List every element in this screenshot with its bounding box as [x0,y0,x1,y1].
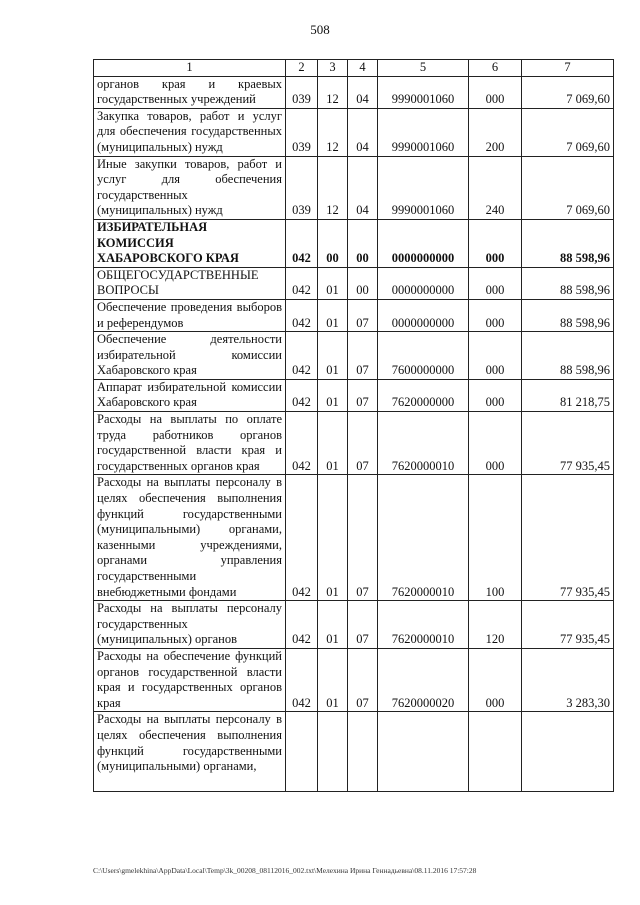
file-path-footer: C:\Users\gmelekhina\AppData\Local\Temp\3k_00208_08112016_002.txt\Мелехина Ирина Геннадьевна\08.11.2016 17:57:28 [93,866,477,875]
col-header-1: 1 [94,60,286,77]
row-admin-code [286,712,318,792]
row-amount: 88 598,96 [522,299,614,331]
row-amount: 88 598,96 [522,332,614,380]
row-admin-code: 042 [286,601,318,649]
table-row [94,332,614,380]
row-admin-code: 042 [286,648,318,711]
row-admin-code: 042 [286,267,318,299]
row-section [318,712,348,792]
row-name: Расходы на обеспечение функций органов государственной власти края и государственных органов края [94,648,286,711]
row-name: ОБЩЕГОСУДАРСТВЕННЫЕ ВОПРОСЫ [94,267,286,299]
budget-table [93,59,614,792]
row-subsection: 07 [348,332,378,380]
row-subsection: 07 [348,601,378,649]
row-target-article: 9990001060 [378,156,469,219]
row-target-article: 0000000000 [378,219,469,267]
row-expense-type: 000 [469,648,522,711]
row-target-article: 7620000010 [378,601,469,649]
table-row [94,475,614,601]
table-row [94,379,614,411]
row-name: ИЗБИРАТЕЛЬНАЯ КОМИССИЯ ХАБАРОВСКОГО КРАЯ [94,219,286,267]
row-target-article: 0000000000 [378,267,469,299]
row-section: 01 [318,299,348,331]
row-name: Расходы на выплаты по оплате труда работников органов государственной власти края и государственных органов края [94,412,286,475]
row-section: 01 [318,332,348,380]
row-target-article [378,712,469,792]
row-expense-type: 200 [469,108,522,156]
row-target-article: 7620000000 [378,379,469,411]
row-amount: 7 069,60 [522,76,614,108]
row-section: 01 [318,412,348,475]
col-header-6: 6 [469,60,522,77]
row-section: 12 [318,76,348,108]
row-subsection: 07 [348,379,378,411]
row-subsection: 07 [348,648,378,711]
table-row [94,648,614,711]
row-name: Иные закупки товаров, работ и услуг для обеспечения государственных (муниципальных) нужд [94,156,286,219]
row-expense-type: 000 [469,299,522,331]
row-subsection: 04 [348,108,378,156]
row-subsection: 07 [348,412,378,475]
row-admin-code: 042 [286,219,318,267]
row-target-article: 9990001060 [378,108,469,156]
row-expense-type: 240 [469,156,522,219]
row-name: Обеспечение проведения выборов и референдумов [94,299,286,331]
table-row [94,267,614,299]
row-admin-code: 039 [286,156,318,219]
row-admin-code: 042 [286,299,318,331]
row-subsection: 04 [348,76,378,108]
table-row [94,219,614,267]
row-expense-type: 100 [469,475,522,601]
row-expense-type: 000 [469,412,522,475]
row-section: 01 [318,475,348,601]
row-target-article: 7600000000 [378,332,469,380]
row-admin-code: 039 [286,108,318,156]
row-admin-code: 042 [286,332,318,380]
row-section: 01 [318,379,348,411]
row-section: 01 [318,648,348,711]
row-name: Обеспечение деятельности избирательной комиссии Хабаровского края [94,332,286,380]
row-section: 12 [318,156,348,219]
row-name: Закупка товаров, работ и услуг для обеспечения государственных (муниципальных) нужд [94,108,286,156]
row-section: 00 [318,219,348,267]
table-row [94,156,614,219]
table-row [94,299,614,331]
table-row [94,108,614,156]
row-subsection: 04 [348,156,378,219]
table-row [94,601,614,649]
row-section: 01 [318,601,348,649]
header-row [94,60,614,77]
row-name: органов края и краевых государственных учреждений [94,76,286,108]
col-header-5: 5 [378,60,469,77]
col-header-2: 2 [286,60,318,77]
row-expense-type: 000 [469,219,522,267]
row-subsection [348,712,378,792]
row-expense-type: 000 [469,267,522,299]
row-target-article: 7620000020 [378,648,469,711]
row-amount: 81 218,75 [522,379,614,411]
page-number: 508 [310,22,330,37]
row-admin-code: 042 [286,475,318,601]
row-admin-code: 042 [286,412,318,475]
row-admin-code: 039 [286,76,318,108]
row-amount [522,712,614,792]
row-section: 01 [318,267,348,299]
row-amount: 88 598,96 [522,219,614,267]
row-amount: 88 598,96 [522,267,614,299]
row-target-article: 0000000000 [378,299,469,331]
row-amount: 77 935,45 [522,601,614,649]
row-amount: 7 069,60 [522,156,614,219]
table-row [94,712,614,792]
row-expense-type: 000 [469,379,522,411]
row-section: 12 [318,108,348,156]
row-amount: 7 069,60 [522,108,614,156]
row-expense-type: 000 [469,332,522,380]
col-header-3: 3 [318,60,348,77]
row-expense-type: 000 [469,76,522,108]
row-amount: 77 935,45 [522,412,614,475]
row-target-article: 9990001060 [378,76,469,108]
row-amount: 3 283,30 [522,648,614,711]
row-admin-code: 042 [286,379,318,411]
row-expense-type [469,712,522,792]
row-amount: 77 935,45 [522,475,614,601]
row-subsection: 07 [348,475,378,601]
row-subsection: 00 [348,267,378,299]
row-subsection: 00 [348,219,378,267]
table-body [94,76,614,792]
col-header-7: 7 [522,60,614,77]
col-header-4: 4 [348,60,378,77]
row-expense-type: 120 [469,601,522,649]
table-row [94,76,614,108]
row-target-article: 7620000010 [378,475,469,601]
row-name: Расходы на выплаты персоналу государственных (муниципальных) органов [94,601,286,649]
row-name: Аппарат избирательной комиссии Хабаровского края [94,379,286,411]
row-subsection: 07 [348,299,378,331]
row-target-article: 7620000010 [378,412,469,475]
row-name: Расходы на выплаты персоналу в целях обеспечения выполнения функций государственными (муниципальными) органами, казенными учреждениями, органами управления государственными внебюджетными фондами [94,475,286,601]
table-row [94,412,614,475]
row-name: Расходы на выплаты персоналу в целях обеспечения выполнения функций государственными (муниципальными) органами, [94,712,286,792]
